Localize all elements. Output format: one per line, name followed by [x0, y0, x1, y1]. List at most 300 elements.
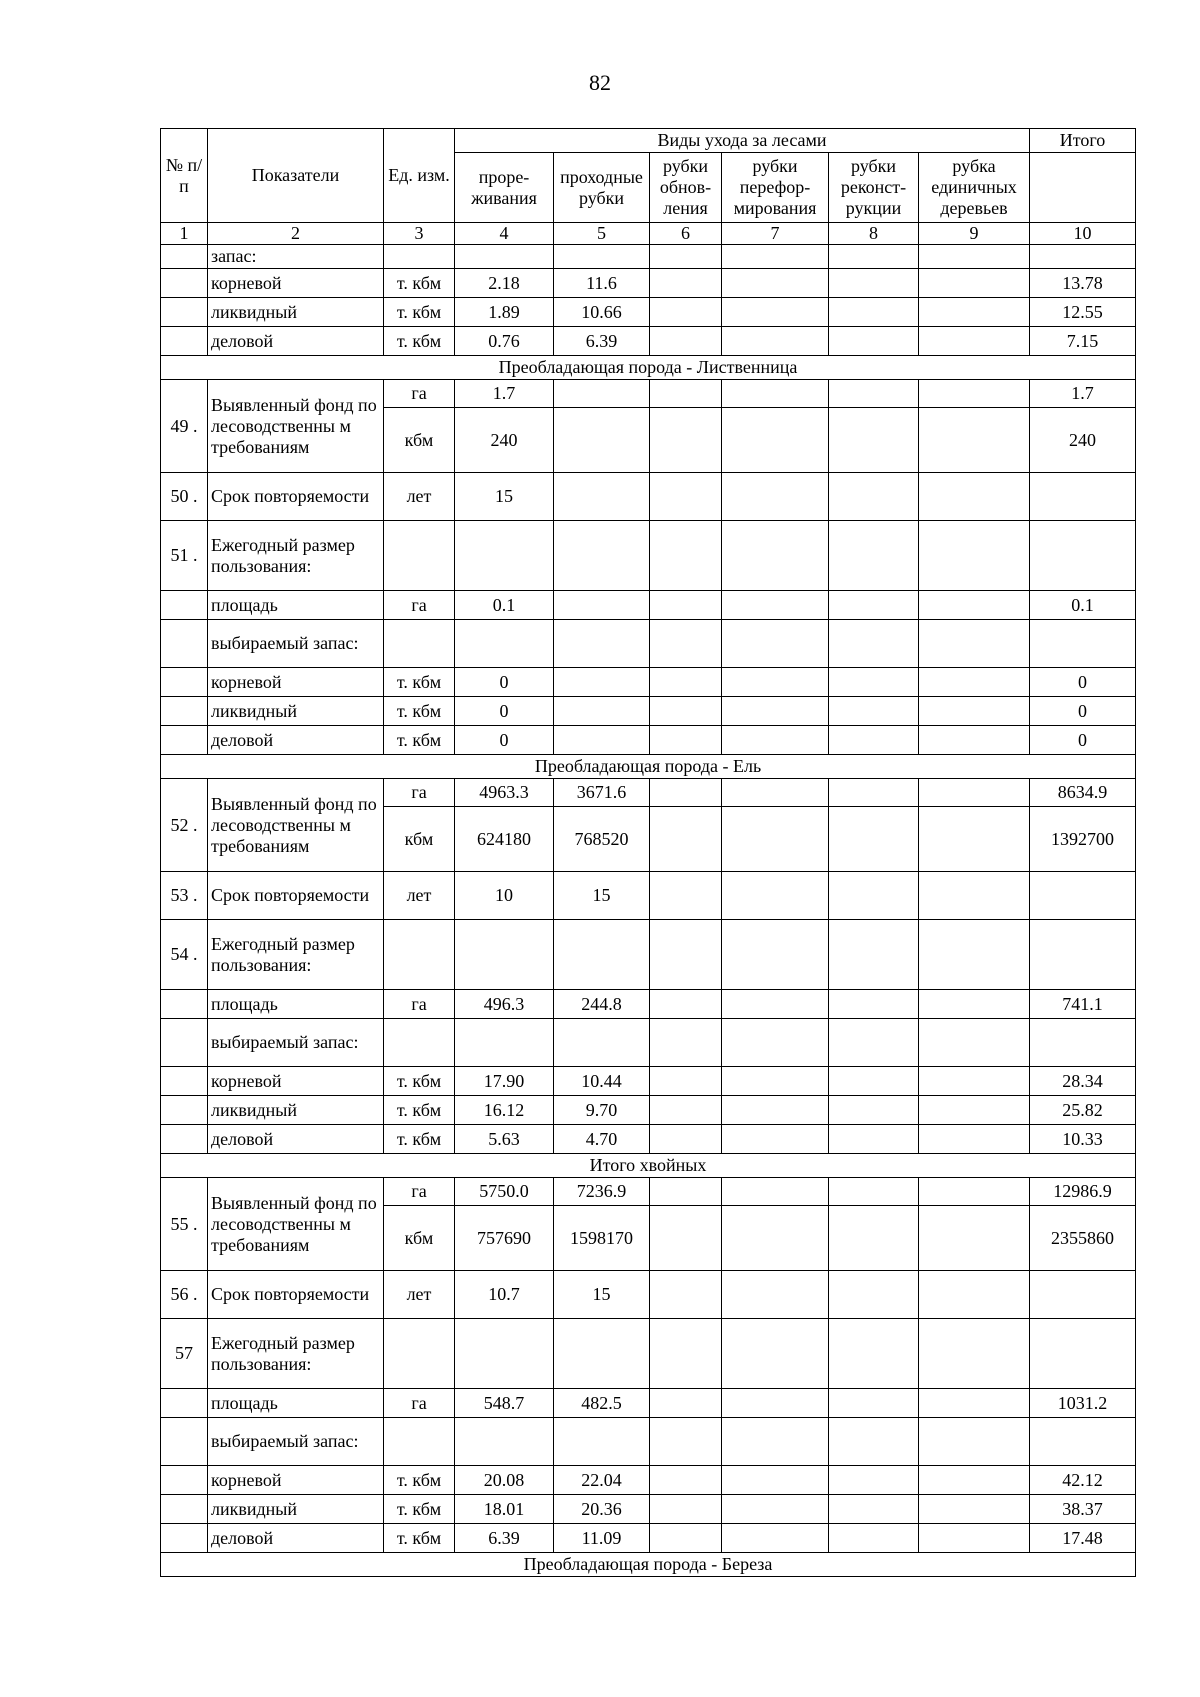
row-label: ликвидный	[208, 1495, 384, 1524]
table-row	[161, 1389, 1136, 1418]
value-cell	[722, 668, 829, 697]
row-unit: т. кбм	[384, 1096, 455, 1125]
value-cell	[919, 1495, 1030, 1524]
row-unit: т. кбм	[384, 1067, 455, 1096]
value-cell	[722, 1271, 829, 1319]
row-label: деловой	[208, 327, 384, 356]
value-cell: 6.39	[455, 1524, 554, 1553]
value-cell: 496.3	[455, 990, 554, 1019]
value-cell	[829, 872, 919, 920]
row-unit: кбм	[384, 1206, 455, 1271]
total-cell: 0	[1030, 726, 1136, 755]
row-number	[161, 1389, 208, 1418]
table-row	[161, 1096, 1136, 1125]
value-cell	[722, 779, 829, 807]
row-label: Срок повторяемости	[208, 1271, 384, 1319]
value-cell	[650, 1125, 722, 1154]
value-cell: 10.66	[554, 298, 650, 327]
row-label: Ежегодный размер пользования:	[208, 1319, 384, 1389]
value-cell	[919, 1418, 1030, 1466]
row-number: 56 .	[161, 1271, 208, 1319]
value-cell	[650, 1178, 722, 1206]
row-unit: кбм	[384, 807, 455, 872]
row-unit: т. кбм	[384, 1524, 455, 1553]
row-unit	[384, 620, 455, 668]
row-number	[161, 1495, 208, 1524]
value-cell	[919, 1178, 1030, 1206]
value-cell	[722, 1319, 829, 1389]
table-row	[161, 1019, 1136, 1067]
value-cell: 3671.6	[554, 779, 650, 807]
value-cell	[919, 726, 1030, 755]
row-label: площадь	[208, 990, 384, 1019]
page-number: 82	[589, 70, 611, 95]
table-row	[161, 327, 1136, 356]
value-cell	[919, 807, 1030, 872]
value-cell: 5750.0	[455, 1178, 554, 1206]
value-cell	[722, 920, 829, 990]
value-cell	[722, 726, 829, 755]
value-cell	[919, 1067, 1030, 1096]
value-cell	[650, 473, 722, 521]
value-cell	[722, 1125, 829, 1154]
total-cell: 0	[1030, 668, 1136, 697]
table-row	[161, 920, 1136, 990]
header-type-renewal: рубки обнов-ления	[650, 153, 722, 223]
row-number	[161, 1096, 208, 1125]
column-number: 2	[208, 223, 384, 245]
row-label: Ежегодный размер пользования:	[208, 521, 384, 591]
value-cell	[829, 990, 919, 1019]
value-cell	[722, 872, 829, 920]
row-number: 52 .	[161, 779, 208, 872]
value-cell	[919, 408, 1030, 473]
row-unit	[384, 1319, 455, 1389]
value-cell	[829, 245, 919, 269]
section-title: Преобладающая порода - Ель	[161, 755, 1136, 779]
value-cell: 768520	[554, 807, 650, 872]
table-row	[161, 1466, 1136, 1495]
header-total: Итого	[1030, 129, 1136, 153]
header-care-types: Виды ухода за лесами	[455, 129, 1030, 153]
value-cell	[722, 591, 829, 620]
value-cell	[554, 1019, 650, 1067]
total-cell	[1030, 245, 1136, 269]
value-cell: 5.63	[455, 1125, 554, 1154]
value-cell	[722, 1495, 829, 1524]
row-unit: га	[384, 1389, 455, 1418]
value-cell	[650, 1389, 722, 1418]
row-unit: т. кбм	[384, 1466, 455, 1495]
table-row	[161, 591, 1136, 620]
section-row	[161, 755, 1136, 779]
value-cell	[919, 1389, 1030, 1418]
row-unit: т. кбм	[384, 1125, 455, 1154]
value-cell	[722, 380, 829, 408]
row-number	[161, 1125, 208, 1154]
value-cell: 9.70	[554, 1096, 650, 1125]
value-cell	[722, 620, 829, 668]
value-cell	[455, 1319, 554, 1389]
value-cell	[919, 1319, 1030, 1389]
table-row	[161, 668, 1136, 697]
row-number: 53 .	[161, 872, 208, 920]
value-cell: 11.6	[554, 269, 650, 298]
value-cell	[650, 1067, 722, 1096]
total-cell: 0	[1030, 697, 1136, 726]
value-cell	[919, 521, 1030, 591]
section-row	[161, 356, 1136, 380]
value-cell	[919, 1096, 1030, 1125]
value-cell: 20.36	[554, 1495, 650, 1524]
row-unit	[384, 521, 455, 591]
section-title: Преобладающая порода - Береза	[161, 1553, 1136, 1577]
row-unit: т. кбм	[384, 726, 455, 755]
value-cell: 0.76	[455, 327, 554, 356]
value-cell	[722, 408, 829, 473]
row-unit: га	[384, 1178, 455, 1206]
row-number	[161, 1067, 208, 1096]
value-cell	[829, 1096, 919, 1125]
value-cell	[829, 408, 919, 473]
value-cell	[650, 668, 722, 697]
header-no: № п/п	[161, 129, 208, 223]
value-cell	[554, 697, 650, 726]
table-row	[161, 521, 1136, 591]
row-unit: т. кбм	[384, 668, 455, 697]
table-row	[161, 990, 1136, 1019]
row-label: Выявленный фонд по лесоводственны м требованиям	[208, 779, 384, 872]
row-unit: га	[384, 380, 455, 408]
value-cell	[554, 920, 650, 990]
row-unit: кбм	[384, 408, 455, 473]
value-cell: 548.7	[455, 1389, 554, 1418]
value-cell	[650, 521, 722, 591]
value-cell	[829, 298, 919, 327]
value-cell	[554, 408, 650, 473]
total-cell	[1030, 1418, 1136, 1466]
section-title: Преобладающая порода - Лиственница	[161, 356, 1136, 380]
value-cell	[455, 620, 554, 668]
row-label: Выявленный фонд по лесоводственны м требованиям	[208, 380, 384, 473]
column-number: 4	[455, 223, 554, 245]
row-label: ликвидный	[208, 1096, 384, 1125]
value-cell	[829, 697, 919, 726]
value-cell	[722, 1067, 829, 1096]
value-cell	[722, 1019, 829, 1067]
total-cell	[1030, 620, 1136, 668]
value-cell	[919, 327, 1030, 356]
row-number: 54 .	[161, 920, 208, 990]
total-cell	[1030, 1271, 1136, 1319]
table-row	[161, 697, 1136, 726]
value-cell	[650, 779, 722, 807]
total-cell: 10.33	[1030, 1125, 1136, 1154]
value-cell	[919, 1125, 1030, 1154]
total-cell: 13.78	[1030, 269, 1136, 298]
value-cell	[554, 521, 650, 591]
table-row	[161, 269, 1136, 298]
value-cell: 0	[455, 726, 554, 755]
column-number: 8	[829, 223, 919, 245]
value-cell: 11.09	[554, 1524, 650, 1553]
header-type-reformation: рубки перефор-мирования	[722, 153, 829, 223]
value-cell	[650, 1271, 722, 1319]
value-cell: 20.08	[455, 1466, 554, 1495]
column-number: 5	[554, 223, 650, 245]
total-cell	[1030, 920, 1136, 990]
row-label: запас:	[208, 245, 384, 269]
value-cell	[829, 1319, 919, 1389]
value-cell	[829, 726, 919, 755]
value-cell	[554, 245, 650, 269]
value-cell	[829, 1495, 919, 1524]
value-cell: 22.04	[554, 1466, 650, 1495]
value-cell	[650, 1466, 722, 1495]
table-row	[161, 1067, 1136, 1096]
total-cell: 7.15	[1030, 327, 1136, 356]
row-number	[161, 620, 208, 668]
row-label: выбираемый запас:	[208, 1019, 384, 1067]
value-cell	[554, 380, 650, 408]
row-number	[161, 726, 208, 755]
value-cell	[722, 298, 829, 327]
row-number	[161, 1418, 208, 1466]
total-cell: 1392700	[1030, 807, 1136, 872]
value-cell	[919, 473, 1030, 521]
value-cell	[650, 1319, 722, 1389]
row-label: корневой	[208, 1067, 384, 1096]
total-cell: 17.48	[1030, 1524, 1136, 1553]
row-label: корневой	[208, 668, 384, 697]
value-cell	[722, 1524, 829, 1553]
row-number	[161, 668, 208, 697]
value-cell: 7236.9	[554, 1178, 650, 1206]
value-cell	[455, 1019, 554, 1067]
value-cell: 6.39	[554, 327, 650, 356]
total-cell	[1030, 473, 1136, 521]
value-cell	[650, 408, 722, 473]
value-cell	[919, 1019, 1030, 1067]
value-cell: 18.01	[455, 1495, 554, 1524]
value-cell: 482.5	[554, 1389, 650, 1418]
row-unit	[384, 1418, 455, 1466]
section-title: Итого хвойных	[161, 1154, 1136, 1178]
total-cell: 1.7	[1030, 380, 1136, 408]
value-cell: 1.7	[455, 380, 554, 408]
value-cell	[650, 591, 722, 620]
table-row	[161, 1418, 1136, 1466]
table-body	[161, 245, 1136, 1577]
value-cell	[650, 1418, 722, 1466]
column-number: 1	[161, 223, 208, 245]
value-cell	[554, 1319, 650, 1389]
total-cell	[1030, 521, 1136, 591]
row-number: 50 .	[161, 473, 208, 521]
row-unit: т. кбм	[384, 697, 455, 726]
value-cell	[650, 807, 722, 872]
row-label: Срок повторяемости	[208, 872, 384, 920]
value-cell	[829, 1067, 919, 1096]
row-unit: лет	[384, 1271, 455, 1319]
value-cell: 1598170	[554, 1206, 650, 1271]
row-label: ликвидный	[208, 697, 384, 726]
table-row	[161, 1271, 1136, 1319]
value-cell	[829, 1271, 919, 1319]
row-number	[161, 1019, 208, 1067]
value-cell	[722, 697, 829, 726]
header-type-thinning: проре-живания	[455, 153, 554, 223]
value-cell	[455, 521, 554, 591]
value-cell: 0	[455, 668, 554, 697]
row-unit	[384, 245, 455, 269]
value-cell: 15	[455, 473, 554, 521]
value-cell	[722, 1418, 829, 1466]
value-cell	[650, 1495, 722, 1524]
value-cell	[829, 807, 919, 872]
value-cell: 10.44	[554, 1067, 650, 1096]
total-cell: 25.82	[1030, 1096, 1136, 1125]
value-cell	[650, 620, 722, 668]
value-cell	[829, 1178, 919, 1206]
value-cell	[650, 245, 722, 269]
header-unit: Ед. изм.	[384, 129, 455, 223]
value-cell	[554, 668, 650, 697]
table-row	[161, 380, 1136, 408]
value-cell: 0	[455, 697, 554, 726]
value-cell	[722, 1389, 829, 1418]
value-cell: 757690	[455, 1206, 554, 1271]
value-cell: 0.1	[455, 591, 554, 620]
table-row	[161, 473, 1136, 521]
value-cell	[919, 697, 1030, 726]
value-cell	[919, 779, 1030, 807]
row-unit: га	[384, 591, 455, 620]
value-cell	[919, 298, 1030, 327]
value-cell	[829, 1389, 919, 1418]
value-cell	[919, 380, 1030, 408]
value-cell	[919, 1206, 1030, 1271]
value-cell	[650, 1206, 722, 1271]
value-cell	[722, 1206, 829, 1271]
value-cell	[650, 726, 722, 755]
value-cell	[650, 872, 722, 920]
table-row	[161, 1125, 1136, 1154]
forest-care-table	[160, 128, 1136, 1577]
value-cell	[650, 380, 722, 408]
row-label: деловой	[208, 1524, 384, 1553]
value-cell	[650, 920, 722, 990]
value-cell	[650, 298, 722, 327]
total-cell: 12986.9	[1030, 1178, 1136, 1206]
value-cell	[722, 473, 829, 521]
column-number: 3	[384, 223, 455, 245]
row-number	[161, 1466, 208, 1495]
row-unit: га	[384, 779, 455, 807]
value-cell	[829, 1019, 919, 1067]
value-cell	[829, 1466, 919, 1495]
row-number	[161, 1524, 208, 1553]
value-cell	[455, 920, 554, 990]
column-number: 10	[1030, 223, 1136, 245]
total-cell	[1030, 872, 1136, 920]
value-cell	[722, 807, 829, 872]
value-cell	[554, 1418, 650, 1466]
row-label: площадь	[208, 1389, 384, 1418]
value-cell	[829, 380, 919, 408]
table-row	[161, 1495, 1136, 1524]
value-cell	[829, 620, 919, 668]
row-number: 51 .	[161, 521, 208, 591]
total-cell: 1031.2	[1030, 1389, 1136, 1418]
row-label: площадь	[208, 591, 384, 620]
section-row	[161, 1553, 1136, 1577]
row-number	[161, 990, 208, 1019]
table-row	[161, 1524, 1136, 1553]
row-number	[161, 269, 208, 298]
value-cell: 2.18	[455, 269, 554, 298]
row-unit: т. кбм	[384, 1495, 455, 1524]
total-cell: 38.37	[1030, 1495, 1136, 1524]
value-cell	[829, 269, 919, 298]
value-cell	[722, 1096, 829, 1125]
value-cell: 244.8	[554, 990, 650, 1019]
value-cell	[919, 1524, 1030, 1553]
value-cell	[650, 1019, 722, 1067]
value-cell: 15	[554, 872, 650, 920]
row-number: 55 .	[161, 1178, 208, 1271]
header-type-passing: проходные рубки	[554, 153, 650, 223]
value-cell	[919, 668, 1030, 697]
row-label: выбираемый запас:	[208, 620, 384, 668]
value-cell	[722, 245, 829, 269]
value-cell	[919, 269, 1030, 298]
value-cell	[650, 1524, 722, 1553]
value-cell	[829, 1418, 919, 1466]
row-unit	[384, 920, 455, 990]
row-unit: лет	[384, 872, 455, 920]
total-cell: 2355860	[1030, 1206, 1136, 1271]
value-cell	[650, 697, 722, 726]
row-unit: т. кбм	[384, 269, 455, 298]
row-label: деловой	[208, 1125, 384, 1154]
row-label: деловой	[208, 726, 384, 755]
table-row	[161, 779, 1136, 807]
value-cell	[722, 327, 829, 356]
row-label: Срок повторяемости	[208, 473, 384, 521]
value-cell	[829, 779, 919, 807]
row-unit: га	[384, 990, 455, 1019]
value-cell	[722, 1466, 829, 1495]
total-cell: 0.1	[1030, 591, 1136, 620]
row-unit: лет	[384, 473, 455, 521]
value-cell	[650, 269, 722, 298]
total-cell: 42.12	[1030, 1466, 1136, 1495]
value-cell: 10	[455, 872, 554, 920]
row-number	[161, 697, 208, 726]
row-label: ликвидный	[208, 298, 384, 327]
value-cell: 624180	[455, 807, 554, 872]
table-row	[161, 245, 1136, 269]
row-label: Ежегодный размер пользования:	[208, 920, 384, 990]
value-cell	[919, 990, 1030, 1019]
value-cell: 240	[455, 408, 554, 473]
value-cell	[829, 521, 919, 591]
row-unit: т. кбм	[384, 298, 455, 327]
value-cell	[455, 1418, 554, 1466]
row-label: выбираемый запас:	[208, 1418, 384, 1466]
value-cell	[919, 245, 1030, 269]
